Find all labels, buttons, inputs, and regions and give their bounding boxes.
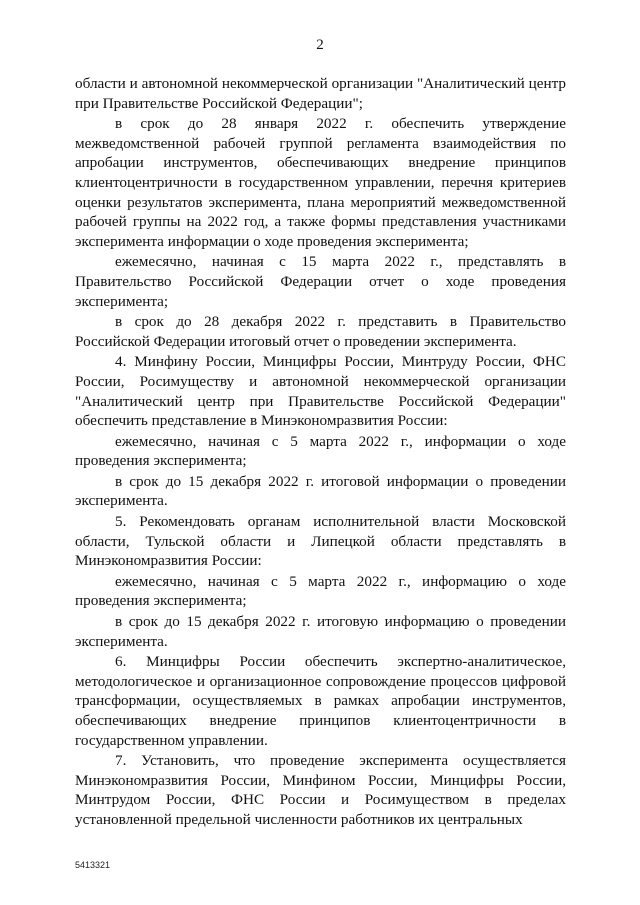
paragraph-monthly-report: ежемесячно, начиная с 15 марта 2022 г., представлять в Правительство Российской Федерации отчет о ходе проведения эксперимента; (75, 253, 566, 310)
paragraph-continuation: области и автономной некоммерческой организации "Аналитический центр при Правительстве Российской Федерации"; (75, 75, 566, 112)
paragraph-final-report: в срок до 28 декабря 2022 г. представить в Правительство Российской Федерации итоговый отчет о проведении эксперимента. (75, 313, 566, 350)
paragraph-item-4-final: в срок до 15 декабря 2022 г. итоговой информации о проведении эксперимента. (75, 472, 566, 510)
paragraph-item-5-monthly: ежемесячно, начиная с 5 марта 2022 г., информацию о ходе проведения эксперимента; (75, 572, 566, 610)
paragraph-item-7: 7. Установить, что проведение эксперимента осуществляется Минэкономразвития России, Минфином России, Минцифры России, Минтрудом России, ФНС России и Росимуществом в пределах установленной предельной численности работников их центральных (75, 752, 566, 828)
page-number: 2 (316, 37, 324, 53)
paragraph-item-5: 5. Рекомендовать органам исполнительной власти Московской области, Тульской области и Липецкой области представлять в Минэкономразвития России: (75, 513, 566, 570)
document-code: 5413321 (75, 860, 111, 870)
document-body (75, 74, 566, 831)
paragraph-item-4-monthly: ежемесячно, начиная с 5 марта 2022 г., информации о ходе проведения эксперимента; (75, 432, 566, 470)
paragraph-item-5-final: в срок до 15 декабря 2022 г. итоговую информацию о проведении эксперимента. (75, 613, 566, 650)
paragraph-item-6: 6. Минцифры России обеспечить экспертно-аналитическое, методологическое и организационное сопровождение процессов цифровой трансформации, осуществляемых в рамках апробации инструментов, обеспечивающих внедрение принципов клиентоцентричности в государственном управлении. (75, 653, 566, 749)
paragraph-item-4: 4. Минфину России, Минцифры России, Минтруду России, ФНС России, Росимуществу и автономной некоммерческой организации "Аналитический центр при Правительстве Российской Федерации" обеспечить представление в Минэкономразвития России: (75, 353, 566, 430)
paragraph-deadline-january: в срок до 28 января 2022 г. обеспечить утверждение межведомственной рабочей группой регламента взаимодействия по апробации инструментов, обеспечивающих внедрение принципов клиентоцентричности в государственном управлении, перечня критериев оценки результатов эксперимента, плана мероприятий межведомственной рабочей группы на 2022 год, а также формы представления участниками эксперимента информации о ходе проведения эксперимента; (75, 115, 566, 250)
